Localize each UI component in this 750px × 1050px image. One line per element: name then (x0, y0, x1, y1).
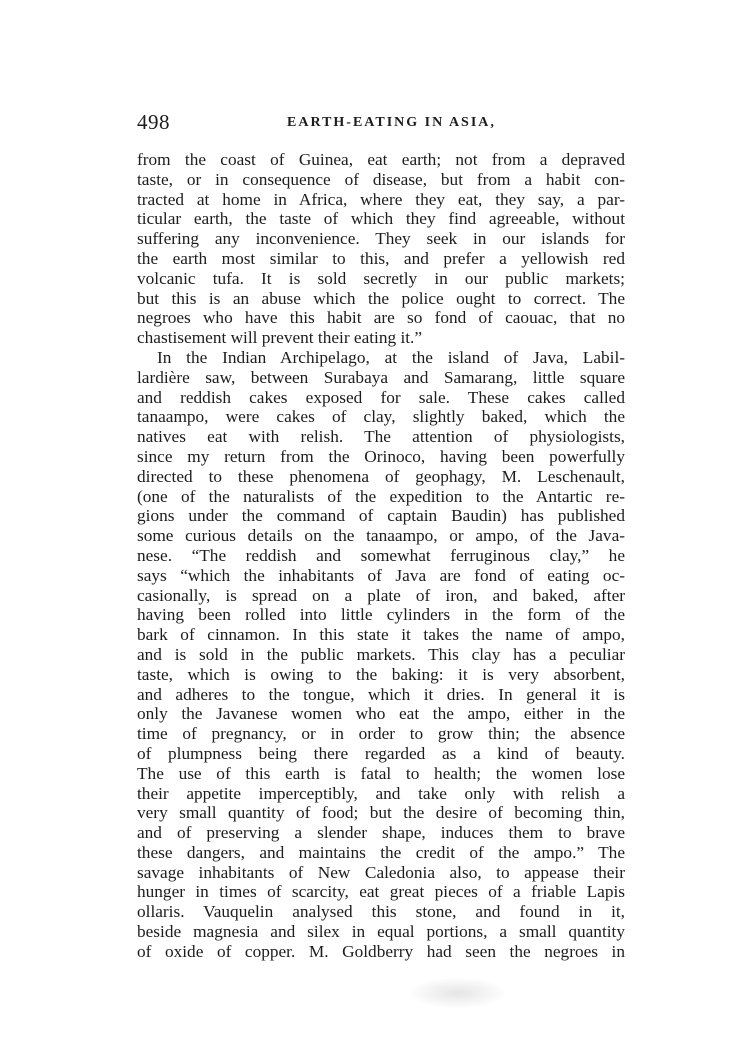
text-line: says “which the inhabitants of Java are fond of eating oc- (137, 565, 625, 585)
text-line: the earth most similar to this, and prefer a yellowish red (137, 248, 625, 268)
text-line: taste, which is owing to the baking: it is very absorbent, (137, 664, 625, 684)
text-line: negroes who have this habit are so fond of caouac, that no (137, 308, 625, 328)
text-line: of oxide of copper. M. Goldberry had seen the negroes in (137, 941, 625, 961)
text-line: natives eat with relish. The attention of physiologists, (137, 427, 625, 447)
text-line: directed to these phenomena of geophagy, M. Leschenault, (137, 466, 625, 486)
text-line: but this is an abuse which the police ought to correct. The (137, 288, 625, 308)
text-line: tanaampo, were cakes of clay, slightly baked, which the (137, 407, 625, 427)
text-line: hunger in times of scarcity, eat great pieces of a friable Lapis (137, 882, 625, 902)
text-line: and reddish cakes exposed for sale. These cakes called (137, 387, 625, 407)
text-line: suffering any inconvenience. They seek in our islands for (137, 229, 625, 249)
text-line: these dangers, and maintains the credit of the ampo.” The (137, 842, 625, 862)
page-number: 498 (137, 110, 170, 134)
text-line: The use of this earth is fatal to health; the women lose (137, 763, 625, 783)
text-line: of plumpness being there regarded as a kind of beauty. (137, 743, 625, 763)
text-line: nese. “The reddish and somewhat ferruginous clay,” he (137, 545, 625, 565)
text-line: very small quantity of food; but the desire of becoming thin, (137, 803, 625, 823)
text-line: ollaris. Vauquelin analysed this stone, and found in it, (137, 902, 625, 922)
body-text (137, 150, 625, 962)
text-line: ticular earth, the taste of which they find agreeable, without (137, 209, 625, 229)
text-line: since my return from the Orinoco, having been powerfully (137, 446, 625, 466)
text-line: tracted at home in Africa, where they eat, they say, a par- (137, 189, 625, 209)
text-line: time of pregnancy, or in order to grow thin; the absence (137, 724, 625, 744)
text-line: bark of cinnamon. In this state it takes the name of ampo, (137, 625, 625, 645)
text-line: taste, or in consequence of disease, but from a habit con- (137, 169, 625, 189)
running-title: EARTH-EATING IN ASIA, (287, 115, 496, 130)
text-line: some curious details on the tanaampo, or ampo, of the Java- (137, 526, 625, 546)
paper-smudge (410, 978, 505, 1008)
text-line: having been rolled into little cylinders in the form of the (137, 605, 625, 625)
text-line: (one of the naturalists of the expedition to the Antartic re- (137, 486, 625, 506)
text-line: from the coast of Guinea, eat earth; not from a depraved (137, 150, 625, 169)
text-line: volcanic tufa. It is sold secretly in our public markets; (137, 268, 625, 288)
text-line: lardière saw, between Surabaya and Samarang, little square (137, 367, 625, 387)
text-line: and of preserving a slender shape, induces them to brave (137, 823, 625, 843)
text-line: beside magnesia and silex in equal portions, a small quantity (137, 922, 625, 942)
text-line: savage inhabitants of New Caledonia also, to appease their (137, 862, 625, 882)
text-line: casionally, is spread on a plate of iron, and baked, after (137, 585, 625, 605)
text-line: chastisement will prevent their eating it.” (137, 328, 423, 348)
page-header (137, 110, 625, 140)
text-line: and is sold in the public markets. This clay has a peculiar (137, 644, 625, 664)
text-line: only the Javanese women who eat the ampo, either in the (137, 704, 625, 724)
text-line: gions under the command of captain Baudin) has published (137, 506, 625, 526)
text-line: and adheres to the tongue, which it dries. In general it is (137, 684, 625, 704)
text-line: In the Indian Archipelago, at the island of Java, Labil- (157, 347, 625, 367)
text-line: their appetite imperceptibly, and take only with relish a (137, 783, 625, 803)
